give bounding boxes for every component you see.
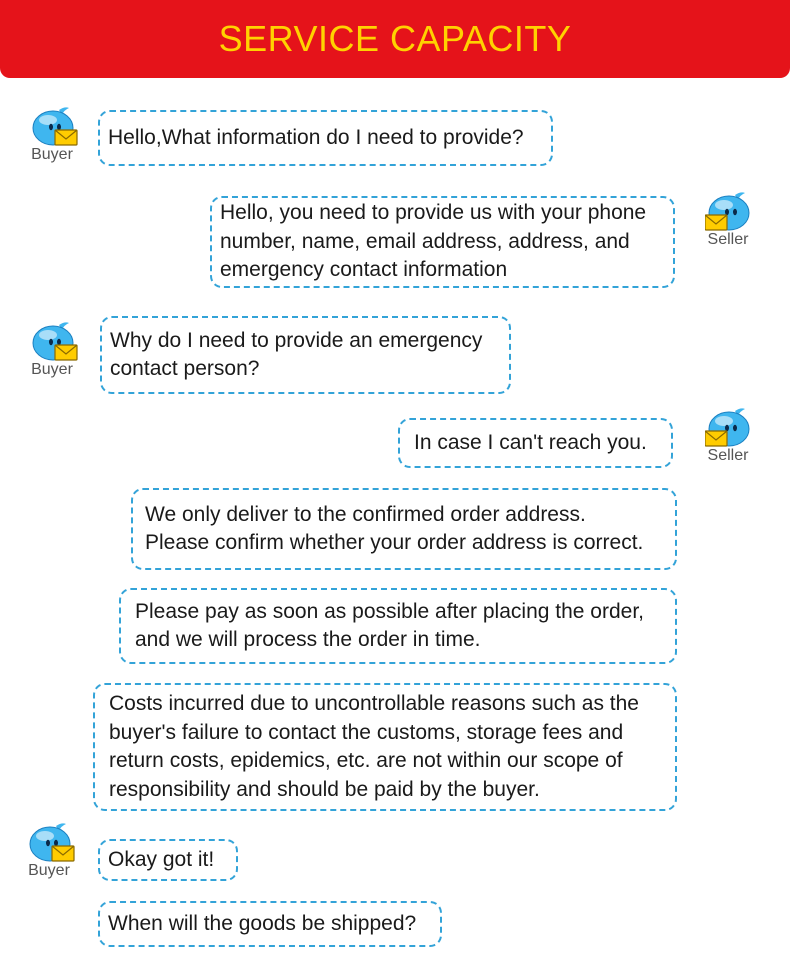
buyer-avatar xyxy=(25,321,89,385)
buyer-label: Buyer xyxy=(31,361,73,378)
seller-avatar xyxy=(701,407,765,471)
message-bubble-seller: Costs incurred due to uncontrollable reasons such as the buyer's failure to contact the customs, storage fees and return costs, epidemics, etc. are not within our scope of responsibility and should be paid by the buyer. xyxy=(93,683,677,811)
buyer-avatar xyxy=(25,106,89,170)
message-bubble-buyer: Hello,What information do I need to provide? xyxy=(98,110,553,166)
message-bubble-buyer: Okay got it! xyxy=(98,839,238,881)
header-banner xyxy=(0,0,790,78)
seller-label: Seller xyxy=(707,231,749,248)
buyer-avatar xyxy=(22,822,86,886)
message-bubble-seller: We only deliver to the confirmed order address. Please confirm whether your order address is correct. xyxy=(131,488,677,570)
message-bubble-buyer: When will the goods be shipped? xyxy=(98,901,442,947)
seller-label: Seller xyxy=(707,447,749,464)
page-title: SERVICE CAPACITY xyxy=(218,18,572,59)
message-bubble-seller: Please pay as soon as possible after placing the order, and we will process the order in time. xyxy=(119,588,677,664)
message-bubble-buyer: Why do I need to provide an emergency contact person? xyxy=(100,316,511,394)
buyer-label: Buyer xyxy=(31,146,73,163)
message-bubble-seller: Hello, you need to provide us with your phone number, name, email address, address, and emergency contact information xyxy=(210,196,675,288)
message-bubble-seller: In case I can't reach you. xyxy=(398,418,673,468)
buyer-label: Buyer xyxy=(28,862,70,879)
seller-avatar xyxy=(701,191,765,255)
